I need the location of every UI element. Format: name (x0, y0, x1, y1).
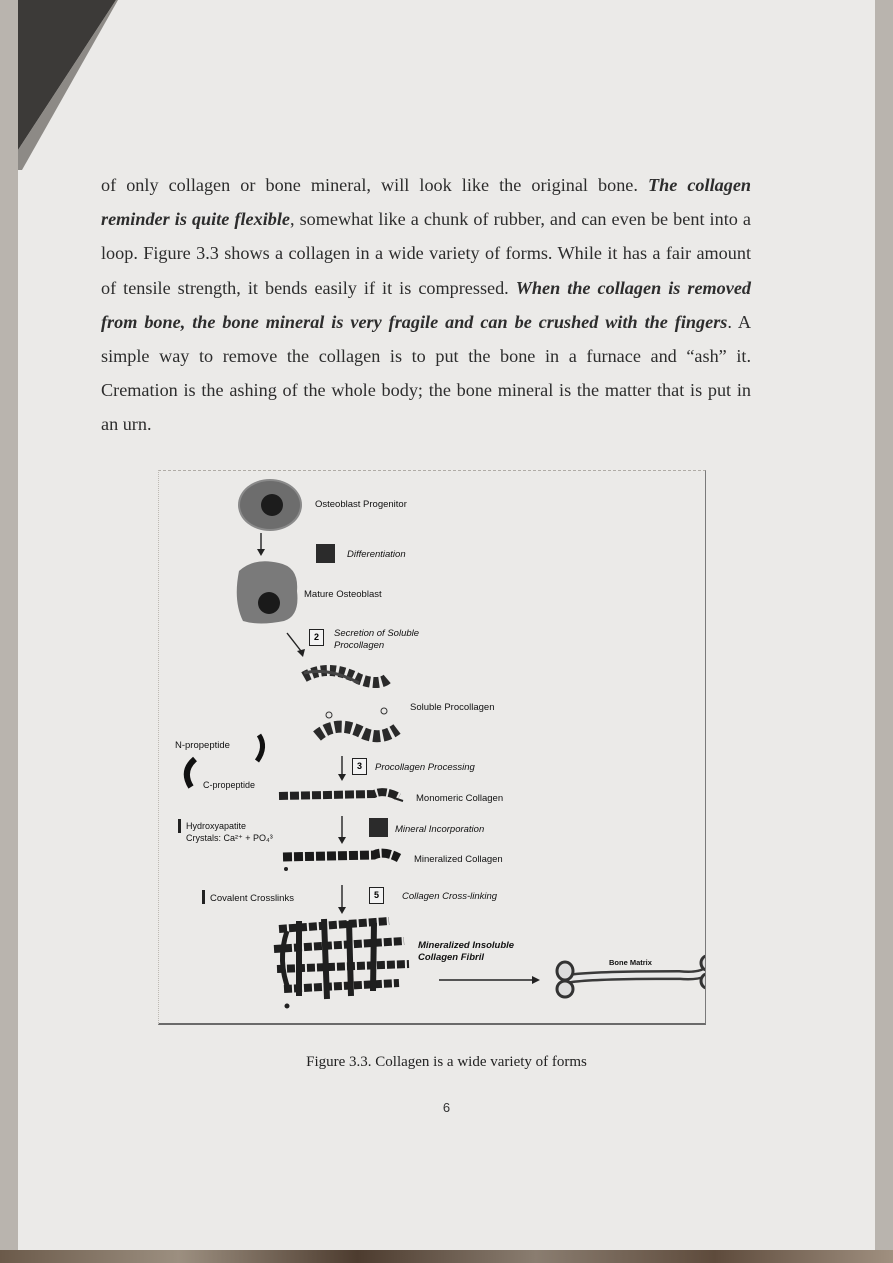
step4-marker (369, 818, 388, 837)
step3-box: 3 (352, 758, 367, 775)
osteoblast-progenitor-cell-icon (238, 479, 302, 531)
emphasis-run: The collagen reminder is quite flexible (101, 175, 752, 230)
label-covalent-crosslinks: Covalent Crosslinks (210, 893, 294, 904)
monomeric-collagen-icon (279, 792, 403, 801)
mature-osteoblast-cell-icon (237, 561, 298, 623)
label-procollagen-processing: Procollagen Processing (375, 762, 475, 773)
collagen-fibril-network-icon (274, 919, 409, 1008)
fibril-line-1: Mineralized Insoluble (418, 940, 515, 951)
n-propeptide-icon (257, 735, 263, 761)
hydroxyapatite-crystal-icon (178, 819, 181, 833)
secretion-line-1: Secretion of Soluble (334, 628, 420, 639)
figure-caption: Figure 3.3. Collagen is a wide variety of forms (306, 1054, 587, 1070)
mineralized-collagen-icon (283, 853, 399, 871)
desk-surface-strip (0, 1250, 893, 1263)
procollagen-molecule-icon (304, 670, 389, 683)
step2-box: 2 (309, 629, 324, 646)
step1-marker (316, 544, 335, 563)
hydroxyapatite-line-1: Hydroxyapatite (186, 821, 247, 831)
label-collagen-crosslinking: Collagen Cross-linking (402, 891, 498, 902)
right-arrow-icon (439, 976, 540, 984)
label-osteoblast-progenitor: Osteoblast Progenitor (315, 499, 407, 510)
label-mineralized-collagen: Mineralized Collagen (414, 854, 503, 865)
down-arrow-icon (338, 756, 346, 781)
fibril-line-2: Collagen Fibril (418, 952, 484, 963)
c-propeptide-icon (187, 759, 195, 787)
label-hydroxyapatite (186, 820, 273, 844)
label-c-propeptide: C-propeptide (203, 780, 256, 790)
down-arrow-icon (338, 885, 346, 914)
label-monomeric-collagen: Monomeric Collagen (416, 793, 504, 804)
label-differentiation: Differentiation (347, 549, 406, 560)
body-paragraph (101, 168, 751, 442)
label-soluble-procollagen: Soluble Procollagen (410, 702, 495, 713)
secretion-line-2: Procollagen (334, 640, 385, 651)
covalent-crosslink-icon (202, 890, 205, 904)
label-mineral-incorporation: Mineral Incorporation (395, 824, 485, 835)
label-bone-matrix: Bone Matrix (609, 958, 652, 967)
step5-box: 5 (369, 887, 384, 904)
label-fibril (418, 940, 514, 964)
collagen-figure (158, 470, 706, 1025)
page-fold-shadow (18, 0, 138, 170)
soluble-procollagen-icon (317, 708, 397, 736)
page-number: 6 (442, 1100, 451, 1115)
down-arrow-icon (257, 533, 265, 556)
text-run: . A simple way to remove the collagen is to put the bone in a furnace and “ash” it. Cremation is the ashing of the whole body; the bone mineral is the matter that is put in an urn. (101, 311, 751, 435)
label-secretion (334, 628, 419, 652)
diagonal-arrow-icon (287, 633, 305, 657)
down-arrow-icon (338, 816, 346, 844)
text-run: of only collagen or bone mineral, will look like the original bone. (101, 175, 648, 195)
hydroxyapatite-line-2: Crystals: Ca²⁺ + PO₄³ (186, 833, 273, 843)
label-n-propeptide: N-propeptide (175, 740, 230, 751)
label-mature-osteoblast: Mature Osteoblast (304, 589, 382, 600)
text-run: , somewhat like a chunk of rubber, and can even be bent into a loop. Figure 3.3 shows a collagen in a wide variety of forms. While it has a fair amount of tensile strength, it bends easily if it is compressed. (101, 209, 751, 298)
emphasis-run: When the collagen is removed from bone, the bone mineral is very fragile and can be crushed with the fingers (101, 277, 751, 332)
